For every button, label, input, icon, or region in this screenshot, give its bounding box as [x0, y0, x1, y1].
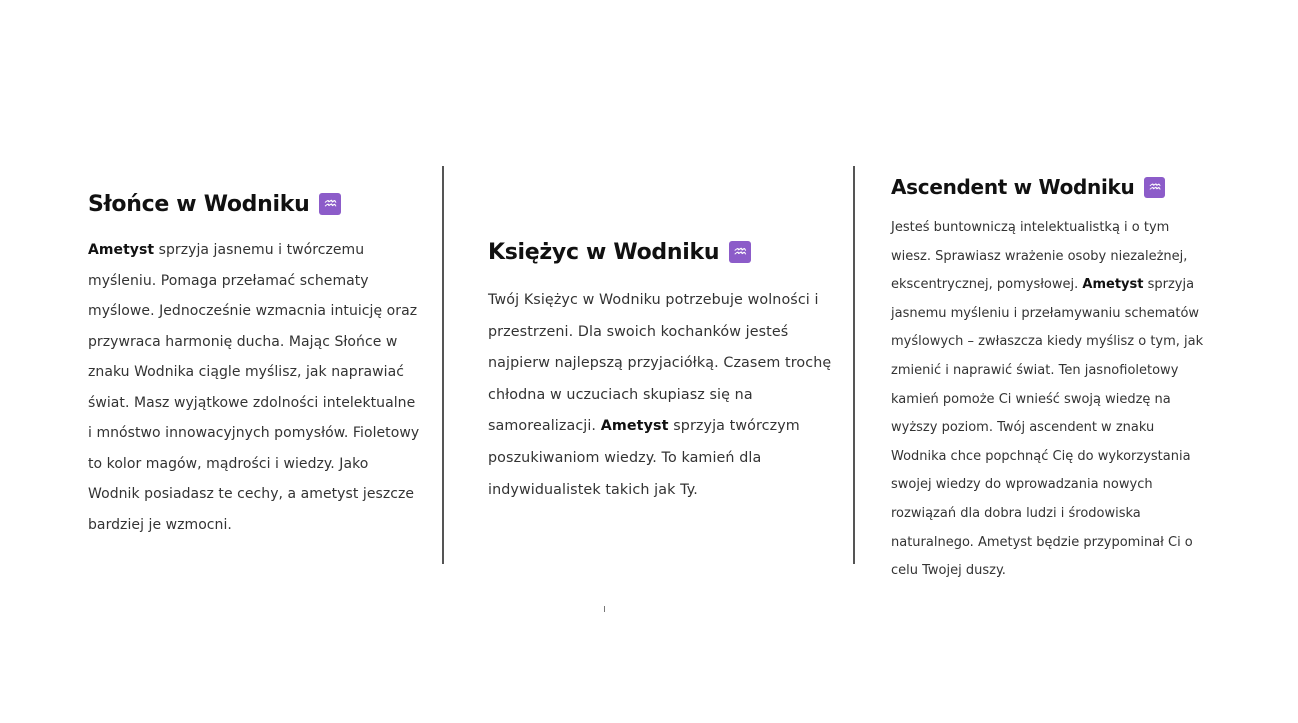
moon-bold-text: Ametyst	[600, 418, 669, 435]
aquarius-icon: ♒	[729, 241, 751, 263]
sun-section	[88, 190, 423, 540]
ascendant-text-before: Jesteś buntowniczą intelektualistką i o tym wiesz. Sprawiasz wrażenie osoby niezależnej, ekscentrycznej, pomysłowej.	[891, 220, 1188, 293]
moon-text-before: Twój Księżyc w Wodniku potrzebuje wolności i przestrzeni. Dla swoich kochanków jesteś najpierw najlepszą przyjaciółką. Czasem trochę chłodna w uczuciach skupiasz się na samorealizacji.	[488, 292, 832, 435]
ascendant-title: Ascendent w Wodniku	[891, 175, 1135, 199]
column-divider	[853, 166, 855, 564]
aquarius-icon: ♒	[319, 193, 341, 215]
sun-title: Słońce w Wodniku	[88, 191, 310, 217]
ascendant-description	[891, 214, 1209, 586]
moon-description	[488, 285, 833, 506]
sun-description	[88, 235, 423, 540]
ascendant-text-after: sprzyja jasnemu myśleniu i przełamywaniu schematów myślowych – zwłaszcza kiedy myślisz o tym, jak zmienić i naprawić świat. Ten jasnofioletowy kamień pomoże Ci wnieść swoją wiedzę na wyższy poziom. Twój ascendent w znaku Wodnika chce popchnąć Cię do wykorzystania swojej wiedzy do wprowadzania nowych rozwiązań dla dobra ludzi i środowiska naturalnego. Ametyst będzie przypominał Ci o celu Twojej duszy.	[891, 277, 1204, 579]
ascendant-heading	[891, 174, 1209, 200]
sun-heading	[88, 190, 423, 218]
ascendant-section	[891, 174, 1209, 586]
sun-text: sprzyja jasnemu i twórczemu myśleniu. Pomaga przełamać schematy myślowe. Jednocześnie wzmacnia intuicję oraz przywraca harmonię ducha. Mając Słońce w znaku Wodnika ciągle myślisz, jak naprawiać świat. Masz wyjątkowe zdolności intelektualne i mnóstwo innowacyjnych pomysłów. Fioletowy to kolor magów, mądrości i wiedzy. Jako Wodnik posiadasz te cechy, a ametyst jeszcze bardziej je wzmocni.	[88, 242, 420, 533]
ascendant-bold-text: Ametyst	[1082, 277, 1144, 293]
moon-heading	[488, 238, 833, 266]
moon-title: Księżyc w Wodniku	[488, 239, 720, 265]
decorative-tick	[604, 606, 605, 612]
column-divider	[442, 166, 444, 564]
aquarius-icon: ♒	[1144, 177, 1165, 198]
moon-section	[488, 238, 833, 506]
sun-bold-text: Ametyst	[88, 242, 155, 258]
moon-text-after: sprzyja twórczym poszukiwaniom wiedzy. To kamień dla indywidualistek takich jak Ty.	[488, 418, 800, 498]
